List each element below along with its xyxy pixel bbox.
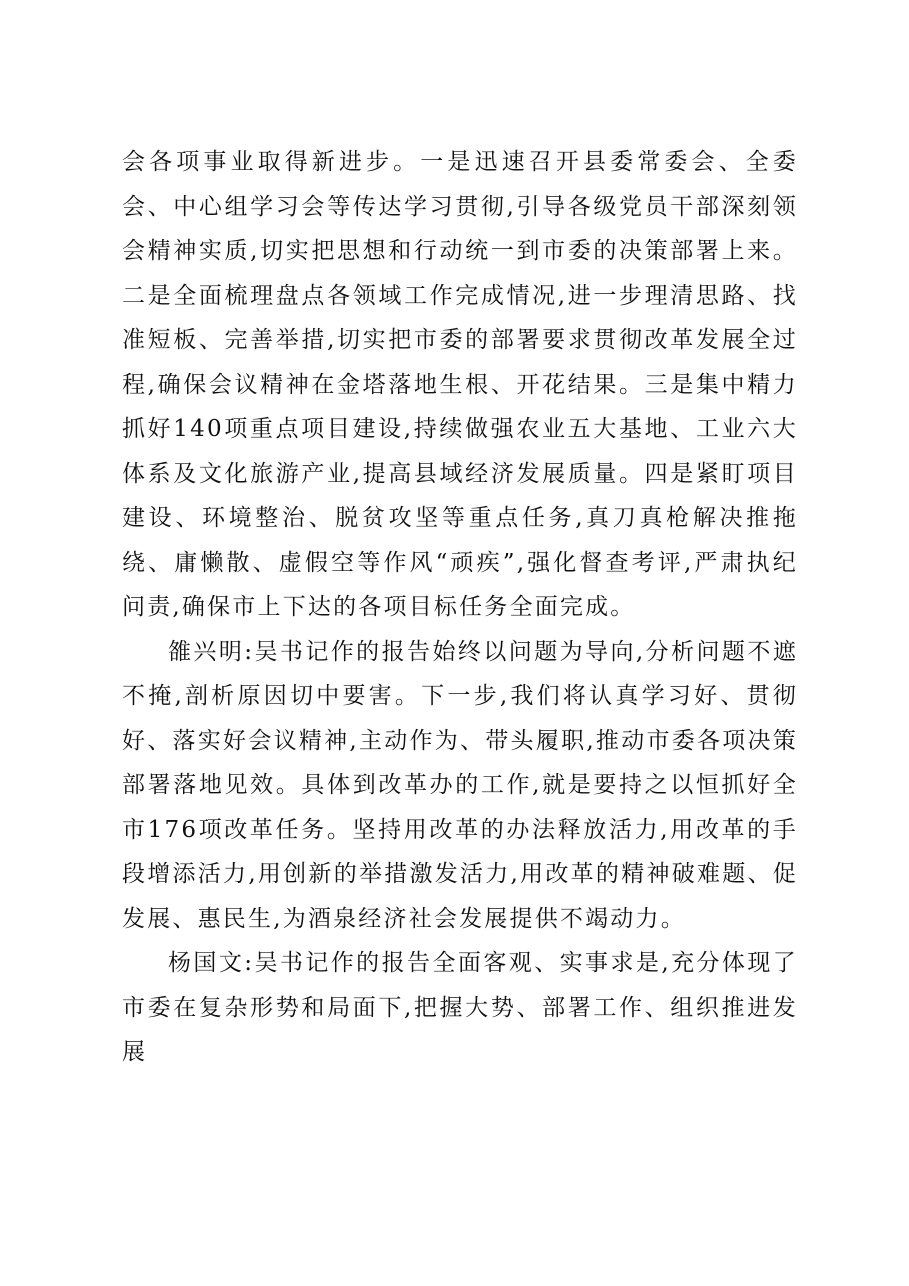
paragraph-continued: 会各项事业取得新进步。一是迅速召开县委常委会、全委会、中心组学习会等传达学习贯彻,引导各级党员干部深刻领会精神实质,切实把思想和行动统一到市委的决策部署上来。二是全面梳理盘点各领域工作完成情况,进一步理清思路、找准短板、完善举措,切实把市委的部署要求贯彻改革发展全过程,确保会议精神在金塔落地生根、开花结果。三是集中精力抓好140项重点项目建设,持续做强农业五大基地、工业六大体系及文化旅游产业,提高县域经济发展质量。四是紧盯项目建设、环境整治、脱贫攻坚等重点任务,真刀真枪解决推拖绕、庸懒散、虚假空等作风“顽疾”,强化督查考评,严肃执纪问责,确保市上下达的各项目标任务全面完成。: [122, 149, 798, 620]
paragraph-luo-xingming: 雒兴明:吴书记作的报告始终以问题为导向,分析问题不遮不掩,剖析原因切中要害。下一步,我们将认真学习好、贯彻好、落实好会议精神,主动作为、带头履职,推动市委各项决策部署落地见效。具体到改革办的工作,就是要持之以恒抓好全市176项改革任务。坚持用改革的办法释放活力,用改革的手段增添活力,用创新的举措激发活力,用改革的精神破难题、促发展、惠民生,为酒泉经济社会发展提供不竭动力。: [122, 638, 798, 932]
paragraph-yang-guowen: 杨国文:吴书记作的报告全面客观、实事求是,充分体现了市委在复杂形势和局面下,把握大势、部署工作、组织推进发展: [122, 950, 798, 1065]
document-body: [122, 140, 798, 1075]
